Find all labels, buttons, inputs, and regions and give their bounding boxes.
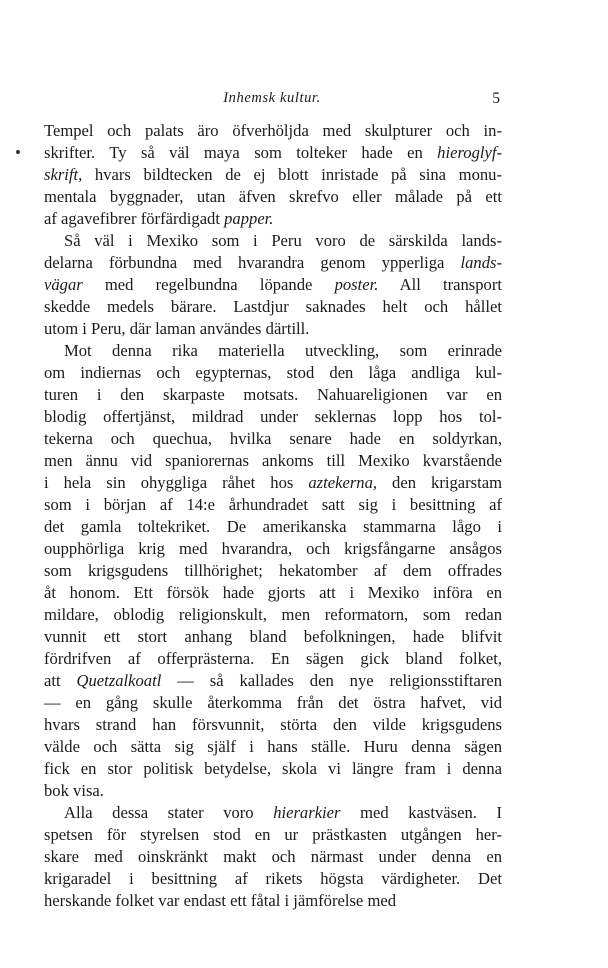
- body-text: [44, 120, 502, 912]
- text-run: skare med oinskränkt makt och närmast under denna en: [44, 847, 502, 866]
- text-run: bok visa.: [44, 781, 104, 800]
- text-run: som i början af 14:e århundradet satt sig i besittning af: [44, 495, 502, 514]
- text-run: spetsen för styrelsen stod en ur prästkasten utgången her-: [44, 825, 502, 844]
- text-run: skrifter. Ty så väl maya som tolteker hade en: [44, 143, 438, 162]
- text-run: med regelbundna löpande: [82, 275, 335, 294]
- text-run: krigaradel i besittning af rikets högsta värdigheter. Det: [44, 869, 502, 888]
- text-line: [44, 582, 502, 604]
- text-run: af agavefibrer förfärdigadt: [44, 209, 225, 228]
- text-line: [44, 230, 502, 252]
- text-line: [44, 318, 502, 340]
- text-line: [44, 714, 502, 736]
- text-line: [44, 736, 502, 758]
- italic-term: aztekerna,: [308, 473, 378, 492]
- text-run: tekerna och quechua, hvilka senare hade en soldyrkan,: [44, 429, 502, 448]
- text-line: [44, 846, 502, 868]
- text-run: att: [44, 671, 77, 690]
- text-line: [44, 120, 502, 142]
- text-line: [44, 274, 502, 296]
- text-run: fick en stor politisk betydelse, skola vi längre fram i denna: [44, 759, 502, 778]
- text-run: åt honom. Ett försök hade gjorts att i Mexiko införa en: [44, 583, 502, 602]
- text-run: Alla dessa stater voro: [64, 803, 274, 822]
- text-line: [44, 802, 502, 824]
- text-line: [44, 186, 502, 208]
- italic-term: skrift,: [44, 165, 83, 184]
- text-line: [44, 890, 502, 912]
- italic-term: hieroglyf-: [437, 143, 502, 162]
- text-line: [44, 780, 502, 802]
- text-run: mentala byggnader, utan äfven skrefvo eller målade på ett: [44, 187, 502, 206]
- text-line: [44, 406, 502, 428]
- page-number: 5: [492, 90, 500, 107]
- text-line: [44, 362, 502, 384]
- text-line: [44, 670, 502, 692]
- text-line: [44, 824, 502, 846]
- text-line: [44, 450, 502, 472]
- text-run: fördrifven af offerprästerna. En sägen gick bland folket,: [44, 649, 502, 668]
- text-run: hvars strand han försvunnit, störta den vilde krigsgudens: [44, 715, 502, 734]
- text-run: blodig offertjänst, mildrad under seklernas lopp hos tol-: [44, 407, 502, 426]
- text-line: [44, 384, 502, 406]
- text-run: oupphörliga krig med hvarandra, och krigsfångarne ansågos: [44, 539, 502, 558]
- text-line: [44, 868, 502, 890]
- italic-term: lands-: [460, 253, 502, 272]
- text-line: [44, 692, 502, 714]
- text-line: [44, 604, 502, 626]
- text-line: [44, 648, 502, 670]
- text-line: [44, 296, 502, 318]
- italic-term: hierarkier: [273, 803, 341, 822]
- text-run: det gamla toltekriket. De amerikanska stammarna lågo i: [44, 517, 502, 536]
- text-run: delarna förbundna med hvarandra genom ypperliga: [44, 253, 461, 272]
- text-line: [44, 252, 502, 274]
- italic-term: Quetzalkoatl: [76, 671, 162, 690]
- text-line: [44, 494, 502, 516]
- text-run: med kastväsen. I: [340, 803, 502, 822]
- page-header: [44, 90, 500, 110]
- text-run: turen i den skarpaste motsats. Nahuareligionen var en: [44, 385, 502, 404]
- text-line: [44, 428, 502, 450]
- text-line: [44, 208, 502, 230]
- margin-mark: [16, 150, 20, 154]
- text-line: [44, 340, 502, 362]
- running-head: Inhemsk kultur.: [223, 90, 321, 106]
- text-line: [44, 472, 502, 494]
- text-run: i hela sin ohyggliga råhet hos: [44, 473, 309, 492]
- text-line: [44, 538, 502, 560]
- italic-term: papper.: [224, 209, 274, 228]
- text-run: men ännu vid spaniorernas ankoms till Mexiko kvarstående: [44, 451, 502, 470]
- text-run: som krigsgudens tillhörighet; hekatomber af dem offrades: [44, 561, 502, 580]
- text-run: skedde medels bärare. Lastdjur saknades helt och hållet: [44, 297, 502, 316]
- text-line: [44, 758, 502, 780]
- text-run: Mot denna rika materiella utveckling, som erinrade: [64, 341, 502, 360]
- text-run: — så kallades den nye religionsstiftaren: [161, 671, 503, 690]
- text-line: [44, 164, 502, 186]
- text-run: välde och sätta sig själf i hans ställe. Huru denna sägen: [44, 737, 502, 756]
- text-run: Så väl i Mexiko som i Peru voro de särskilda lands-: [64, 231, 502, 250]
- text-run: om indiernas och egypternas, stod den låga andliga kul-: [44, 363, 502, 382]
- text-line: [44, 142, 502, 164]
- text-run: vunnit ett stort anhang bland befolkningen, hade blifvit: [44, 627, 502, 646]
- italic-term: vägar: [44, 275, 83, 294]
- text-run: All transport: [378, 275, 502, 294]
- text-run: utom i Peru, där laman användes därtill.: [44, 319, 310, 338]
- text-line: [44, 516, 502, 538]
- text-run: mildare, oblodig religionskult, men reformatorn, som redan: [44, 605, 502, 624]
- text-line: [44, 626, 502, 648]
- text-run: Tempel och palats äro öfverhöljda med skulpturer och in-: [44, 121, 502, 140]
- text-run: den krigarstam: [377, 473, 503, 492]
- text-run: hvars bildtecken de ej blott inristade på sina monu-: [82, 165, 502, 184]
- text-run: — en gång skulle återkomma från det östra hafvet, vid: [44, 693, 502, 712]
- text-line: [44, 560, 502, 582]
- text-run: herskande folket var endast ett fåtal i jämförelse med: [44, 891, 397, 910]
- italic-term: poster.: [334, 275, 379, 294]
